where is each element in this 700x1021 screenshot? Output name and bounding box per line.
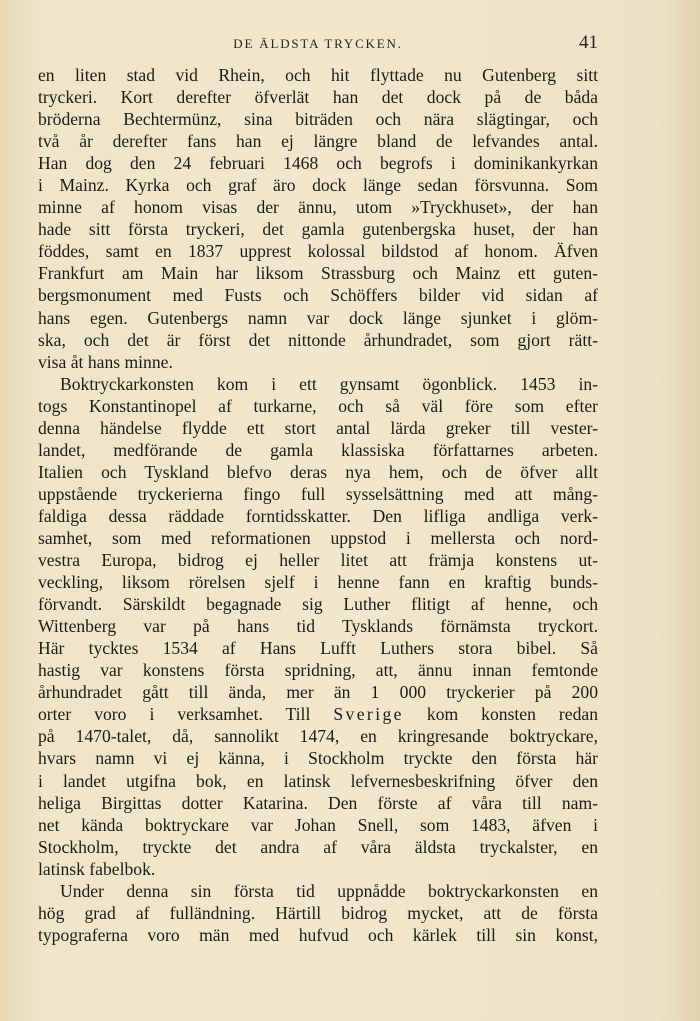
line-end: kom konsten redan [426,704,598,725]
text-line: en liten stad vid Rhein, och hit flyttade nu Gutenberg sitt [38,65,598,85]
text-line: Wittenberg var på hans tid Tysklands förnämsta tryckort. [38,616,598,637]
text-line: Här tycktes 1534 af Hans Lufft Luthers stora bibel. Så [38,638,598,659]
text-line: samhet, som med reformationen uppstod i mellersta och nord- [38,527,598,548]
text-line: förvandt. Särskildt begagnade sig Luther flitigt af henne, och [38,594,598,615]
text-line: net kända boktryckare var Johan Snell, som 1483, äfven i [38,814,598,835]
text-line: togs Konstantinopel af turkarne, och så väl före som efter [38,395,598,416]
page-number: 41 [579,32,598,53]
text-line: i Mainz. Kyrka och graf äro dock länge sedan försvunna. Som [38,175,598,196]
paragraph-start-line: Boktryckarkonsten kom i ett gynsamt ögonblick. 1453 in- [60,373,598,394]
text-line: Han dog den 24 februari 1468 och begrofs i dominikankyrkan [38,153,598,174]
text-line: bergsmonument med Fusts och Schöffers bilder vid sidan af [38,285,598,306]
text-line-with-spaced-word [38,703,598,725]
text-line: föddes, samt en 1837 upprest kolossal bildstod af honom. Äfven [38,241,598,262]
paragraph-start-line: Under denna sin första tid uppnådde boktryckarkonsten en [60,880,598,901]
text-line: tryckeri. Kort derefter öfverlät han det dock på de båda [38,87,598,108]
text-line: denna händelse flydde ett stort antal lärda greker till vester- [38,417,598,438]
text-line: typograferna voro män med hufvud och kärlek till sin konst, [38,924,598,945]
line-start: orter voro i verksamhet. Till [38,704,311,725]
text-line: hög grad af fulländning. Härtill bidrog mycket, att de första [38,902,598,923]
body-text [38,64,598,946]
spaced-word: Sverige [333,704,404,725]
text-line: ska, och det är först det nittonde århundradet, som gjort rätt- [38,329,598,350]
text-line: Italien och Tyskland blefvo deras nya hem, och de öfver allt [38,461,598,482]
text-line: landet, medförande de gamla klassiska författarnes arbeten. [38,439,598,460]
text-line: på 1470-talet, då, sannolikt 1474, en kringresande boktryckare, [38,726,598,747]
text-line: visa åt hans minne. [38,351,173,372]
text-line: heliga Birgittas dotter Katarina. Den förste af våra till nam- [38,792,598,813]
text-line: faldiga dessa räddade forntidsskatter. Den lifliga andliga verk- [38,505,598,526]
text-line: minne af honom visas der ännu, utom »Tryckhuset», der han [38,197,598,218]
text-line: uppstående tryckerierna fingo full sysselsättning med att mång- [38,483,598,504]
text-line: hastig var konstens första spridning, att, ännu innan femtonde [38,660,598,681]
text-line: hade sitt första tryckeri, det gamla gutenbergska huset, der han [38,219,598,240]
page-header [38,32,598,56]
text-line: latinsk fabelbok. [38,858,156,879]
text-line: århundradet gått till ända, mer än 1 000 tryckerier på 200 [38,682,598,703]
text-line: två år derefter fans han ej längre bland de lefvandes antal. [38,131,598,152]
text-line: bröderna Bechtermünz, sina biträden och nära slägtingar, och [38,109,598,130]
text-line: vestra Europa, bidrog ej heller litet att främja konstens ut- [38,550,598,571]
running-title: DE ÄLDSTA TRYCKEN. [233,36,403,51]
text-line: Stockholm, tryckte det andra af våra äldsta tryckalster, en [38,836,598,857]
text-line: hvars namn vi ej känna, i Stockholm tryckte den första här [38,748,598,769]
text-line: i landet utgifna bok, en latinsk lefvernesbeskrifning öfver den [38,770,598,791]
text-line: hans egen. Gutenbergs namn var dock länge sjunket i glöm- [38,307,598,328]
text-line: Frankfurt am Main har liksom Strassburg och Mainz ett guten- [38,263,598,284]
text-line: veckling, liksom rörelsen sjelf i henne fann en kraftig bunds- [38,572,598,593]
